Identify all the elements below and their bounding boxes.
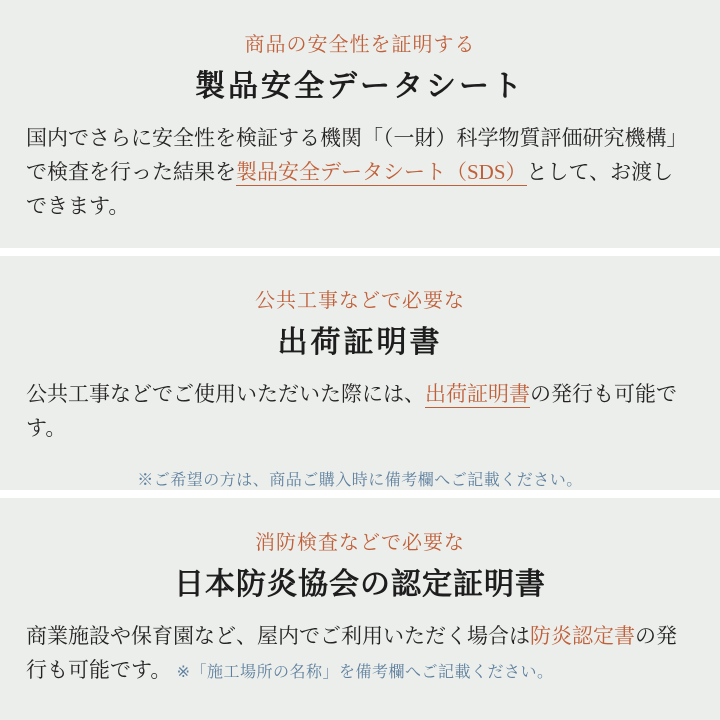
body-text-post: として、お渡しできます。 <box>26 160 674 219</box>
body-text-accent: 防炎認定書 <box>530 624 635 648</box>
section-body <box>26 121 694 223</box>
section-body <box>26 377 694 445</box>
section-fireproof-certificate <box>0 498 720 720</box>
section-headline: 日本防炎協会の認定証明書 <box>174 568 546 601</box>
body-text-post: の発行も可能です。 <box>26 382 677 441</box>
section-eyebrow: 消防検査などで必要な <box>255 532 465 554</box>
body-text-post: の発行も可能です。 <box>26 624 677 683</box>
section-headline: 出荷証明書 <box>277 326 443 359</box>
body-text-accent: 出荷証明書 <box>425 382 530 406</box>
body-text-pre: 公共工事などでご使用いただいた際には、 <box>26 382 425 406</box>
section-sds <box>0 0 720 248</box>
body-text-pre: 商業施設や保育園など、屋内でご利用いただく場合は <box>26 624 530 648</box>
body-text-pre: 国内でさらに安全性を検証する機関「（一財）科学物質評価研究機構」で検査を行った結果を <box>26 126 688 185</box>
section-note: ※ご希望の方は、商品ご購入時に備考欄へご記載ください。 <box>137 472 583 490</box>
section-eyebrow: 公共工事などで必要な <box>255 290 465 312</box>
section-headline: 製品安全データシート <box>195 70 525 103</box>
section-note: ※「施工場所の名称」を備考欄へご記載ください。 <box>176 664 554 682</box>
section-eyebrow: 商品の安全性を証明する <box>244 34 476 56</box>
section-body <box>26 619 694 687</box>
body-text-accent: 製品安全データシート（SDS） <box>236 160 527 185</box>
section-shipping-certificate <box>0 256 720 490</box>
